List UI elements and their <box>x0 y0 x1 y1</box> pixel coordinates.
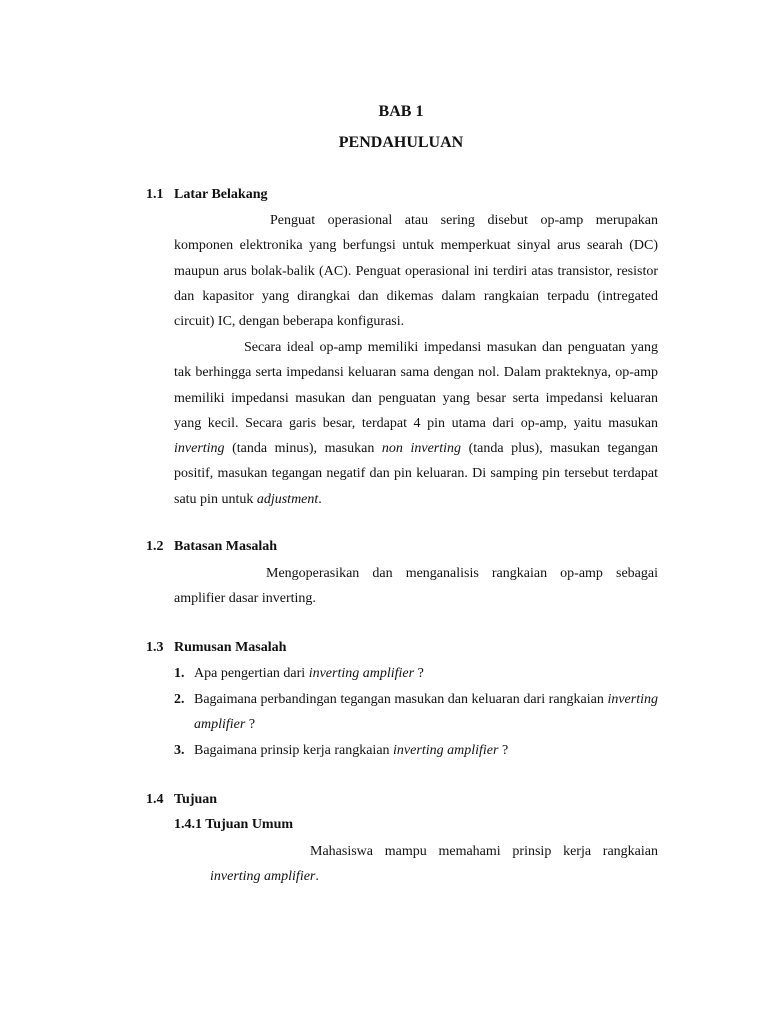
rumusan-masalah-list <box>174 661 658 763</box>
list-number: 1. <box>174 666 185 681</box>
paragraph-text: (tanda minus), masukan <box>224 441 382 457</box>
paragraph-text: Secara ideal op-amp memiliki impedansi masukan dan penguatan yang tak berhingga serta impedansi keluaran sama dengan nol. Dalam prakteknya, op-amp memiliki impedansi masukan dan penguatan yang besar serta impedansi keluaran yang kecil. Secara garis besar, terdapat 4 pin utama dari op-amp, yaitu masukan <box>174 340 658 431</box>
list-text: Bagaimana prinsip kerja rangkaian <box>194 742 394 758</box>
section-heading-1-4 <box>146 792 217 808</box>
paragraph-latar-belakang-2 <box>174 335 658 512</box>
list-item <box>174 738 658 764</box>
paragraph-batasan-masalah <box>174 561 658 612</box>
italic-term: inverting amplifier <box>308 666 415 681</box>
paragraph-latar-belakang-1 <box>174 208 658 334</box>
paragraph-text: Mahasiswa mampu memahami prinsip kerja rangkaian <box>310 844 658 859</box>
section-number: 1.3 <box>146 640 164 655</box>
list-item <box>174 661 658 687</box>
subsection-heading-1-4-1: 1.4.1 Tujuan Umum <box>174 817 294 832</box>
section-heading-1-1 <box>146 187 267 203</box>
paragraph-text: Mengoperasikan dan menganalisis rangkaian op-amp sebagai amplifier dasar inverting. <box>174 566 658 607</box>
chapter-number: BAB 1 <box>378 103 424 120</box>
section-number: 1.2 <box>146 539 164 554</box>
list-text: Bagaimana perbandingan tegangan masukan dan keluaran dari rangkaian <box>194 691 608 707</box>
italic-term: non inverting <box>381 441 462 457</box>
paragraph-text: . <box>318 491 322 507</box>
section-heading-1-3 <box>146 640 286 656</box>
chapter-title: PENDAHULUAN <box>338 134 464 151</box>
section-heading-1-2 <box>146 539 277 555</box>
italic-term: inverting <box>174 441 225 457</box>
list-number: 3. <box>174 742 185 758</box>
paragraph-tujuan-umum <box>210 839 658 890</box>
section-number: 1.1 <box>146 187 164 202</box>
section-number: 1.4 <box>146 792 164 807</box>
section-title: Batasan Masalah <box>174 539 278 554</box>
paragraph-text: . <box>315 869 319 885</box>
list-number: 2. <box>174 691 185 707</box>
italic-term: inverting amplifier <box>194 691 658 732</box>
italic-term: inverting amplifier <box>393 742 499 758</box>
paragraph-text: (tanda plus), masukan tegangan positif, masukan tegangan negatif dan pin keluaran. Di samping pin tersebut terdapat satu pin untuk <box>174 441 659 507</box>
paragraph-text: Penguat operasional atau sering disebut op-amp merupakan komponen elektronika yang berfungsi untuk memperkuat sinyal arus searah (DC) maupun arus bolak-balik (AC). Penguat operasional ini terdiri atas transistor, resistor dan kapasitor yang dirangkai dan dikemas dalam rangkaian terpadu (intregated circuit) IC, dengan beberapa konfigurasi. <box>174 213 658 330</box>
list-text: ? <box>414 666 424 681</box>
section-title: Tujuan <box>174 792 218 807</box>
section-title: Latar Belakang <box>174 187 268 202</box>
list-text: ? <box>498 742 509 758</box>
list-item <box>174 687 658 738</box>
section-title: Rumusan Masalah <box>174 640 287 655</box>
italic-term: adjustment <box>256 491 319 507</box>
list-text: ? <box>245 717 256 732</box>
italic-term: inverting amplifier <box>210 869 316 885</box>
list-text: Apa pengertian dari <box>194 666 309 681</box>
